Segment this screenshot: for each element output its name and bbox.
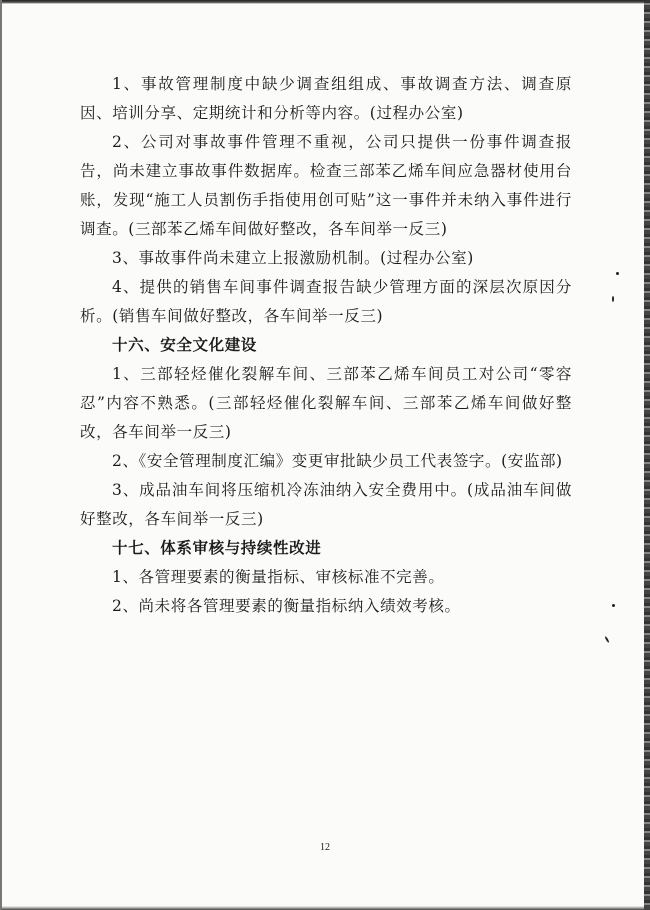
finding-paragraph: 4、提供的销售车间事件调查报告缺少管理方面的深层次原因分析。(销售车间做好整改，各车间举一反三) bbox=[80, 278, 572, 325]
finding-paragraph: 2、《安全管理制度汇编》变更审批缺少员工代表签字。(安监部) bbox=[112, 452, 563, 470]
finding-paragraph: 2、公司对事故事件管理不重视，公司只提供一份事件调查报告，尚未建立事故事件数据库。检查三部苯乙烯车间应急器材使用台账，发现“施工人员割伤手指使用创可贴”这一事件并未纳入事件进行调查。(三部苯乙烯车间做好整改，各车间举一反三) bbox=[80, 133, 572, 238]
finding-paragraph: 3、成品油车间将压缩机冷冻油纳入安全费用中。(成品油车间做好整改，各车间举一反三) bbox=[80, 481, 572, 528]
scan-edge-top bbox=[0, 0, 650, 4]
scan-edge-left bbox=[0, 0, 2, 910]
scan-edge-right bbox=[644, 0, 650, 910]
finding-paragraph: 1、事故管理制度中缺少调查组组成、事故调查方法、调查原因、培训分享、定期统计和分析等内容。(过程办公室) bbox=[80, 75, 572, 122]
scan-edge-bottom bbox=[0, 906, 650, 910]
finding-paragraph: 2、尚未将各管理要素的衡量指标纳入绩效考核。 bbox=[112, 597, 461, 615]
finding-paragraph: 1、各管理要素的衡量指标、审核标准不完善。 bbox=[112, 568, 445, 586]
finding-paragraph: 1、三部轻烃催化裂解车间、三部苯乙烯车间员工对公司“零容忍”内容不熟悉。(三部轻烃催化裂解车间、三部苯乙烯车间做好整改，各车间举一反三) bbox=[80, 365, 572, 441]
page-number: 12 bbox=[320, 842, 330, 853]
scan-speck bbox=[616, 272, 619, 275]
document-body bbox=[80, 70, 572, 621]
scan-speck bbox=[612, 604, 615, 607]
scan-speck bbox=[612, 296, 614, 302]
section-heading: 十六、安全文化建设 bbox=[112, 336, 257, 354]
finding-paragraph: 3、事故事件尚未建立上报激励机制。(过程办公室) bbox=[112, 249, 474, 267]
section-heading: 十七、体系审核与持续性改进 bbox=[112, 539, 322, 557]
scan-speck bbox=[604, 636, 609, 643]
